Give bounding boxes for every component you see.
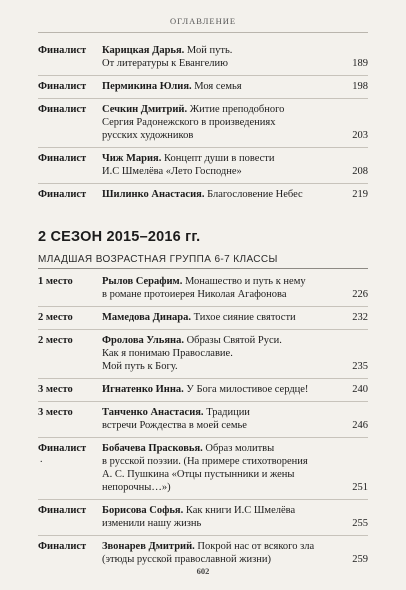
entry-title-line: (этюды русской православной жизни) xyxy=(102,554,271,565)
toc-section-season-2 xyxy=(38,271,368,571)
entry-page-number: 189 xyxy=(352,58,368,69)
entry-title-line: непорочны…») xyxy=(102,482,171,493)
entry-title-line: И.С Шмелёва «Лето Господне» xyxy=(102,166,242,177)
entry-page-number: 208 xyxy=(352,166,368,177)
entry-role: 2 место xyxy=(38,312,73,323)
entry-role: Финалист xyxy=(38,541,87,552)
page-number: 602 xyxy=(196,566,210,576)
entry-author: Танченко Анастасия. xyxy=(102,407,204,418)
toc-entry xyxy=(38,271,368,307)
entry-title-line: в романе протоиерея Николая Агафонова xyxy=(102,289,287,300)
entry-page-number: 198 xyxy=(352,81,368,92)
entry-title-line: Как книги И.С Шмелёва xyxy=(185,505,296,516)
entry-title xyxy=(102,311,332,324)
entry-author: Сечкин Дмитрий. xyxy=(102,104,188,115)
entry-role: Финалист xyxy=(38,153,87,164)
entry-role: Финалист xyxy=(38,505,87,516)
entry-title-line: От литературы к Евангелию xyxy=(102,58,228,69)
entry-author: Карицкая Дарья. xyxy=(102,45,185,56)
entry-title-line: Монашество и путь к нему xyxy=(184,276,306,287)
toc-entry xyxy=(38,438,368,500)
entry-author: Бобачева Прасковья. xyxy=(102,443,203,454)
entry-role: Финалист xyxy=(38,189,87,200)
toc-entry xyxy=(38,402,368,438)
running-head: ОГЛАВЛЕНИЕ xyxy=(169,16,237,26)
entry-title xyxy=(102,44,332,70)
entry-title xyxy=(102,406,332,432)
header-rule xyxy=(38,32,368,33)
entry-title-line: русских художников xyxy=(102,130,194,141)
entry-author: Шилинко Анастасия. xyxy=(102,189,205,200)
entry-page-number: 246 xyxy=(352,420,368,431)
entry-title xyxy=(102,334,332,373)
entry-page-number: 219 xyxy=(352,189,368,200)
entry-title-line: в русской поэзии. (На примере стихотворения xyxy=(102,456,308,467)
entry-title-line: Традиции xyxy=(206,407,250,418)
entry-page-number: 240 xyxy=(352,384,368,395)
entry-title-line: Образ молитвы xyxy=(205,443,275,454)
entry-page-number: 251 xyxy=(352,482,368,493)
entry-title-line: А. С. Пушкина «Отцы пустынники и жены xyxy=(102,469,295,480)
toc-entry xyxy=(38,307,368,330)
entry-title xyxy=(102,504,332,530)
entry-title xyxy=(102,442,332,494)
entry-title-line: Концепт души в повести xyxy=(163,153,275,164)
entry-page-number: 255 xyxy=(352,518,368,529)
toc-entry xyxy=(38,99,368,148)
entry-title-line: Сергия Радонежского в произведениях xyxy=(102,117,276,128)
toc-entry xyxy=(38,379,368,402)
entry-author: Звонарев Дмитрий. xyxy=(102,541,195,552)
entry-role: Финалист xyxy=(38,104,87,115)
toc-entry xyxy=(38,148,368,184)
entry-author: Фролова Ульяна. xyxy=(102,335,184,346)
group-rule xyxy=(38,268,368,269)
season-title: 2 СЕЗОН 2015–2016 гг. xyxy=(38,229,201,245)
entry-title-line: Благословение Небес xyxy=(207,189,303,200)
entry-title xyxy=(102,80,332,93)
entry-title-line: Покрой нас от всякого зла xyxy=(197,541,315,552)
entry-title-line: Как я понимаю Православие. xyxy=(102,348,233,359)
entry-title-line: У Бога милостивое сердце! xyxy=(186,384,309,395)
toc-entry xyxy=(38,500,368,536)
entry-page-number: 226 xyxy=(352,289,368,300)
entry-title-line: Моя семья xyxy=(194,81,242,92)
entry-role: Финалист xyxy=(38,45,87,56)
entry-title xyxy=(102,383,332,396)
toc-entry xyxy=(38,76,368,99)
entry-title-line: встречи Рождества в моей семье xyxy=(102,420,247,431)
entry-author: Пермикина Юлия. xyxy=(102,81,192,92)
entry-page-number: 259 xyxy=(352,554,368,565)
toc-section-season-1 xyxy=(38,40,368,206)
entry-role: 2 место xyxy=(38,335,73,346)
entry-author: Игнатенко Инна. xyxy=(102,384,184,395)
toc-entry xyxy=(38,184,368,206)
entry-role-mark: . xyxy=(40,454,43,465)
entry-title-line: Тихое сияние святости xyxy=(193,312,296,323)
entry-title-line: изменили нашу жизнь xyxy=(102,518,202,529)
entry-title-line: Образы Святой Руси. xyxy=(186,335,282,346)
entry-title xyxy=(102,152,332,178)
entry-author: Чиж Мария. xyxy=(102,153,162,164)
entry-role: Финалист xyxy=(38,81,87,92)
entry-title xyxy=(102,188,332,201)
entry-title-line: Житие преподобного xyxy=(189,104,285,115)
entry-author: Мамедова Динара. xyxy=(102,312,191,323)
entry-page-number: 232 xyxy=(352,312,368,323)
entry-title-line: Мой путь к Богу. xyxy=(102,361,178,372)
entry-role: 3 место xyxy=(38,384,73,395)
entry-role: 3 место xyxy=(38,407,73,418)
toc-entry xyxy=(38,40,368,76)
entry-role: 1 место xyxy=(38,276,73,287)
entry-title xyxy=(102,103,332,142)
entry-title xyxy=(102,275,332,301)
toc-entry xyxy=(38,330,368,379)
entry-title-line: Мой путь. xyxy=(186,45,233,56)
entry-role: Финалист xyxy=(38,443,87,454)
entry-title xyxy=(102,540,332,566)
entry-page-number: 235 xyxy=(352,361,368,372)
group-title: МЛАДШАЯ ВОЗРАСТНАЯ ГРУППА 6-7 КЛАССЫ xyxy=(38,254,278,265)
entry-page-number: 203 xyxy=(352,130,368,141)
entry-author: Рылов Серафим. xyxy=(102,276,183,287)
entry-author: Борисова Софья. xyxy=(102,505,184,516)
